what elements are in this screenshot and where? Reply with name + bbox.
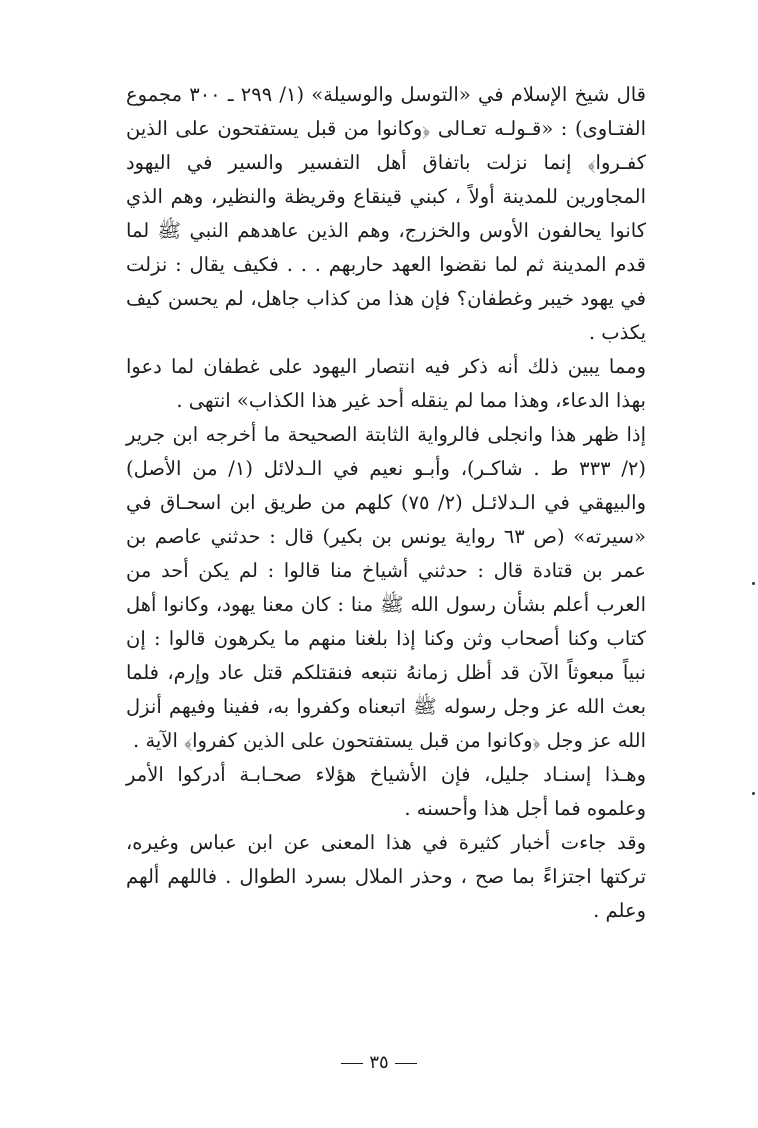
paragraph-3: إذا ظهر هذا وانجلى فالرواية الثابتة الصحيحة ما أخرجه ابن جرير (٢/ ٣٣٣ ط . شاكـر)، وأبـو نعيم في الـدلائل (١/ من الأصل) والبيهقي في الـدلائـل (٢/ ٧٥) كلهم من طريق ابن اسحـاق في «سيرته» (ص ٦٣ رواية يونس بن بكير) قال : حدثني عاصم بن عمر بن قتادة قال : حدثني أشياخ منا قالوا : لم يكن أحد من العرب أعلم بشأن رسول الله ﷺ منا : كان معنا يهود، وكانوا أهل كتاب وكنا أصحاب وثن وكنا إذا بلغنا منهم ما يكرهون قالوا : إن نبياً مبعوثاً الآن قد أظل زمانهُ نتبعه فنقتلكم قتل عاد وإرم، فلما بعث الله عز وجل رسوله ﷺ اتبعناه وكفروا به، ففينا وفيهم أنزل الله عز وجل ﴿وكانوا من قبل يستفتحون على الذين كفروا﴾ الآية .	[126, 423, 647, 752]
page-footer	[0, 1052, 758, 1073]
margin-speck	[752, 792, 755, 795]
paragraph-5: وقد جاءت أخبار كثيرة في هذا المعنى عن ابن عباس وغيره، تركتها اجتزاءً بما صح ، وحذر الملال بسرد الطوال . فاللهم ألهم وعلم .	[126, 831, 646, 922]
page-number-ornament	[341, 1052, 416, 1073]
footer-rule-left	[341, 1063, 363, 1064]
body-text	[126, 78, 646, 928]
footer-rule-right	[395, 1063, 417, 1064]
paragraph-2: ومما يبين ذلك أنه ذكر فيه انتصار اليهود على غطفان لما دعوا بهذا الدعاء، وهذا مما لم ينقله أحد غير هذا الكذاب» انتهى .	[126, 355, 646, 412]
paragraph-4: وهـذا إسنـاد جليل، فإن الأشياخ هؤلاء صحـابـة أدركوا الأمر وعلموه فما أجل هذا وأحسنه .	[126, 763, 646, 820]
paragraph-1: قال شيخ الإسلام في «التوسل والوسيلة» (١/ ٢٩٩ ـ ٣٠٠ مجموع الفتـاوى) : «قـولـه تعـالى ﴿وكانوا من قبل يستفتحون على الذين كفـروا﴾ إنما نزلت باتفاق أهل التفسير والسير في اليهود المجاورين للمدينة أولاً ، كبني قينقاع وقريظة والنظير، وهم الذي كانوا يحالفون الأوس والخزرج، وهم الذين عاهدهم النبي ﷺ لما قدم المدينة ثم لما نقضوا العهد حاربهم . . . فكيف يقال : نزلت في يهود خيبر وغطفان؟ فإن هذا من كذاب جاهل، لم يحسن كيف يكذب .	[126, 83, 646, 344]
margin-speck	[752, 582, 755, 585]
page-number: ٣٥	[369, 1052, 389, 1073]
